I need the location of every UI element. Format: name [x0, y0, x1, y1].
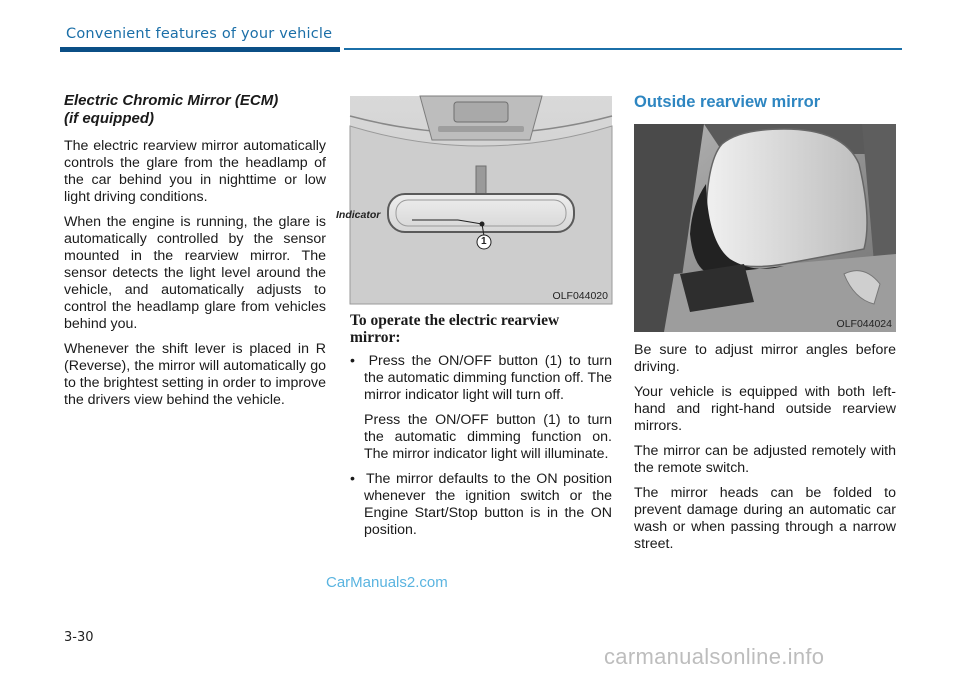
ecm-title-line2: (if equipped)	[64, 110, 154, 127]
ecm-title-line1: Electric Chromic Mirror (ECM)	[64, 92, 279, 109]
operate-bullet-2: • The mirror defaults to the ON position whenever the ignition switch or the Engine Start/Stop button is in the ON position.	[350, 471, 612, 538]
operate-bullet-1-continuation: Press the ON/OFF button (1) to turn the automatic dimming function on. The mirror indicator light will illuminate.	[364, 412, 612, 462]
footer-watermark: carmanualsonline.info	[604, 644, 825, 669]
operate-bullet-2-text: The mirror defaults to the ON position whenever the ignition switch or the Engine Start/Stop button is in the ON position.	[364, 471, 612, 538]
middle-column	[336, 96, 612, 547]
ecm-title	[64, 92, 326, 128]
operate-ecm-list	[350, 353, 612, 404]
right-column	[634, 92, 896, 561]
watermark-link[interactable]: CarManuals2.com	[326, 574, 448, 591]
page-number: 3-30	[64, 630, 94, 645]
outside-mirror-drawing	[634, 124, 896, 332]
ecm-paragraph-1: The electric rearview mirror automatically controls the glare from the headlamp of the car behind you in nighttime or low light driving conditions.	[64, 138, 326, 205]
inside-mirror-illustration	[336, 96, 612, 304]
ecm-paragraph-3: Whenever the shift lever is placed in R (Reverse), the mirror will automatically go to the brightest setting in order to improve the drivers view behind the vehicle.	[64, 341, 326, 408]
figure-code-olf044020: OLF044020	[552, 290, 608, 302]
outside-paragraph-4: The mirror heads can be folded to prevent damage during an automatic car wash or when passing through a narrow street.	[634, 485, 896, 552]
left-column	[64, 92, 326, 417]
header-rule-dark	[60, 47, 340, 52]
outside-paragraph-2: Your vehicle is equipped with both left-hand and right-hand outside rearview mirrors.	[634, 384, 896, 434]
callout-number-1: 1	[481, 236, 487, 247]
inside-mirror-drawing	[350, 96, 612, 304]
ecm-paragraph-2: When the engine is running, the glare is automatically controlled by the sensor mounted in the rearview mirror. The sensor detects the light level around the vehicle, and automatically adjusts to control the headlamp glare from vehicles behind you.	[64, 214, 326, 332]
section-header-title: Convenient features of your vehicle	[66, 26, 333, 42]
header-rule-light	[344, 48, 902, 50]
figure-code-olf044024: OLF044024	[836, 318, 892, 330]
operate-bullet-1: • Press the ON/OFF button (1) to turn the automatic dimming function off. The mirror indicator light will turn off.	[350, 353, 612, 403]
outside-mirror-title: Outside rearview mirror	[634, 93, 821, 111]
operate-ecm-heading: To operate the electric rearview mirror:	[350, 312, 560, 346]
outside-paragraph-1: Be sure to adjust mirror angles before driving.	[634, 342, 896, 375]
outside-mirror-illustration	[634, 124, 896, 332]
operate-bullet-1-text: Press the ON/OFF button (1) to turn the automatic dimming function off. The mirror indicator light will turn off.	[364, 353, 612, 403]
operate-ecm-list-2	[350, 471, 612, 539]
indicator-label: Indicator	[336, 209, 381, 221]
outside-paragraph-3: The mirror can be adjusted remotely with the remote switch.	[634, 443, 896, 476]
